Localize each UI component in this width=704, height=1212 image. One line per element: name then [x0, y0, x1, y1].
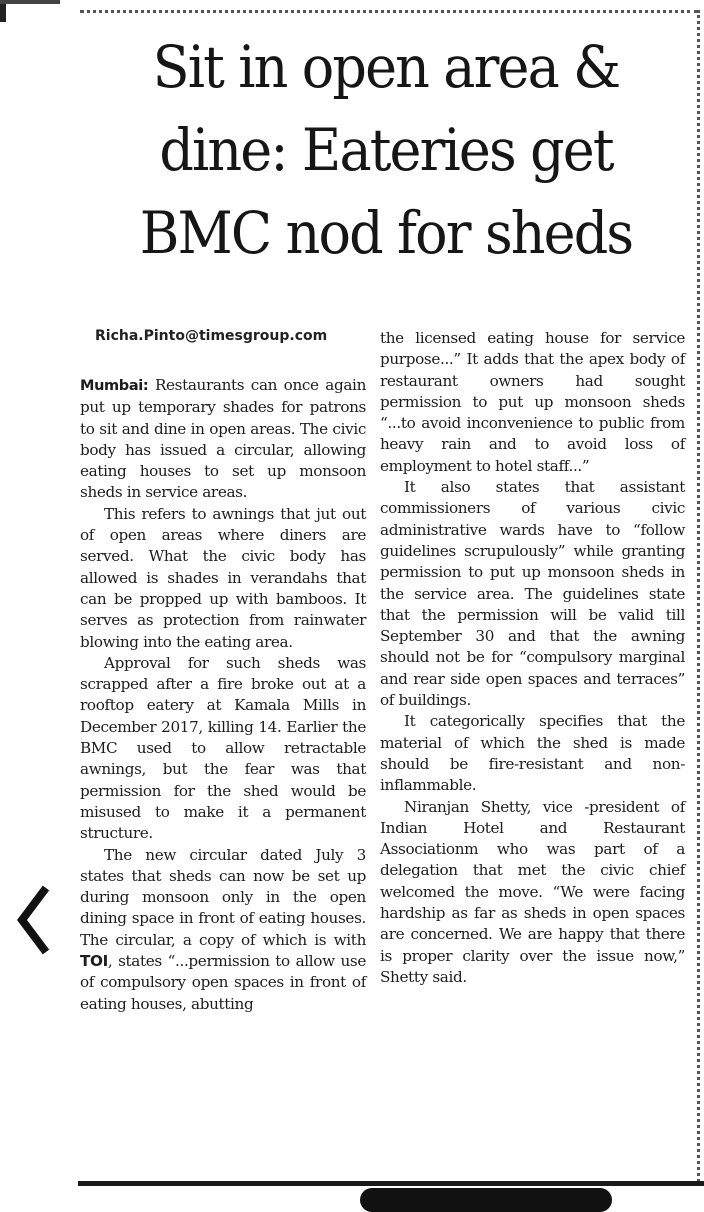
home-indicator[interactable] [360, 1188, 612, 1212]
article-headline [103, 26, 668, 275]
paragraph: Niranjan Shetty, vice -president of Indian Hotel and Restaurant Associationm who was part of a delegation that met the civic chief welcomed the move. “We were facing hardship as far as sheds in open spaces are concerned. We are happy that there is proper clarity over the issue now,” Shetty said. [380, 797, 685, 986]
paragraph-text: The new circular dated July 3 states that sheds can now be set up during monsoon only in the open dining space in front of eating houses. The circular, a copy of which is with [80, 845, 366, 949]
headline-line-3: BMC nod for sheds [139, 199, 633, 267]
paragraph: It categorically specifies that the material of which the shed is made should be fire-resistant and non-inflammable. [380, 712, 685, 795]
dotted-border-right [697, 10, 700, 1182]
dateline: Mumbai: [80, 378, 149, 394]
headline-line-2: dine: Eateries get [159, 116, 613, 184]
paragraph: Approval for such sheds was scrapped after a fire broke out at a rooftop eatery at Kamala Mills in December 2017, killing 14. Earlier the BMC used to allow retractable awnings, but the fear was that permission for the shed would be misused to make it a permanent structure. [80, 653, 366, 843]
article-column-left [80, 375, 366, 1015]
chevron-left-icon[interactable] [14, 880, 54, 960]
paragraph: It also states that assistant commissioners of various civic administrative wards have to “follow guidelines scrupulously” while granting permission to put up monsoon sheds in the service area. The guidelines state that the permission will be valid till September 30 and that the awning should not be for “compulsory marginal and rear side open spaces and terraces” of buildings. [380, 478, 685, 710]
publication-name: TOI [80, 952, 108, 971]
paragraph [80, 845, 366, 1015]
paragraph [80, 375, 366, 504]
paragraph-text: Restaurants can once again put up temporary shades for patrons to sit and dine in open areas. The civic body has issued a circular, allowing eating houses to set up monsoon sheds in service areas. [80, 376, 366, 502]
dotted-border-top [80, 10, 698, 13]
paragraph: This refers to awnings that jut out of open areas where diners are served. What the civic body has allowed is shades in verandahs that can be propped up with bamboos. It serves as protection from rainwater blowing into the eating area. [80, 504, 366, 651]
byline: Richa.Pinto@timesgroup.com [95, 328, 328, 344]
headline-line-1: Sit in open area & [152, 33, 620, 101]
paragraph: the licensed eating house for service purpose...” It adds that the apex body of restaurant owners had sought permission to put up monsoon sheds “...to avoid inconvenience to public from heavy rain and to avoid loss of employment to hotel staff...” [380, 329, 685, 475]
bottom-rule [78, 1181, 704, 1186]
article-column-right [380, 328, 685, 988]
corner-rule [0, 0, 60, 4]
paragraph-text: , states “...permission to allow use of compulsory open spaces in front of eating houses, abutting [80, 952, 366, 1013]
